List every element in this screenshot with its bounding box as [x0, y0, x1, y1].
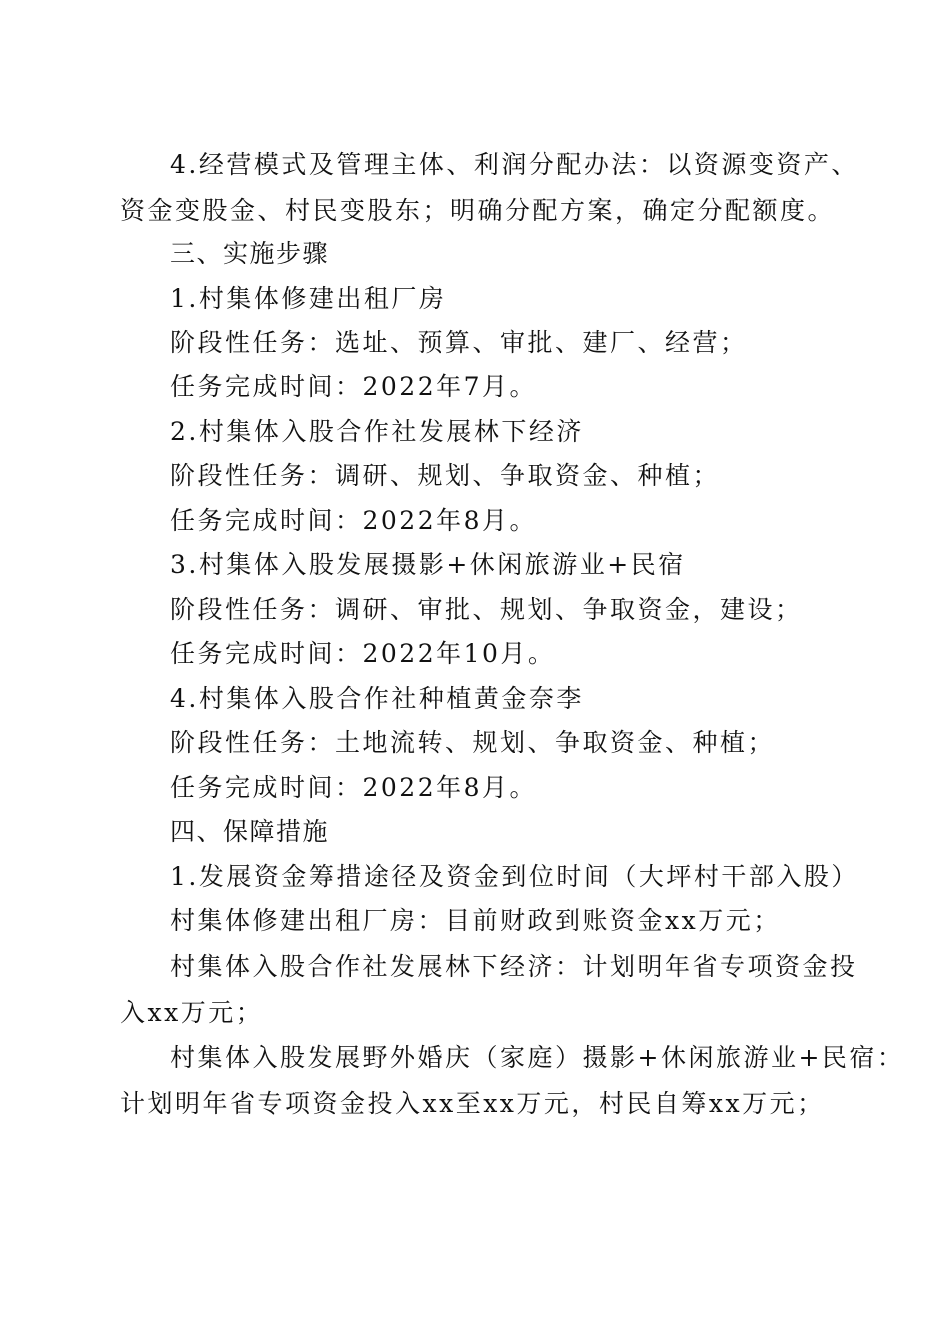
- paragraph-line: 村集体修建出租厂房：目前财政到账资金xx万元；: [170, 906, 781, 935]
- paragraph-line: 计划明年省专项资金投入xx至xx万元，村民自筹xx万元；: [120, 1089, 825, 1118]
- section-heading: 三、实施步骤: [170, 239, 330, 268]
- paragraph-line: 任务完成时间：2022年7月。: [170, 372, 538, 401]
- paragraph-line: 资金变股金、村民变股东；明确分配方案，确定分配额度。: [120, 196, 836, 225]
- paragraph-line: 阶段性任务：选址、预算、审批、建厂、经营；: [170, 328, 748, 357]
- paragraph-line: 3.村集体入股发展摄影+休闲旅游业+民宿: [170, 550, 686, 579]
- paragraph-line: 1.发展资金筹措途径及资金到位时间（大坪村干部入股）: [170, 862, 859, 891]
- paragraph-line: 2.村集体入股合作社发展林下经济: [170, 417, 584, 446]
- paragraph-line: 任务完成时间：2022年10月。: [170, 639, 556, 668]
- paragraph-line: 村集体入股发展野外婚庆（家庭）摄影+休闲旅游业+民宿：: [170, 1043, 905, 1072]
- paragraph-line: 阶段性任务：调研、规划、争取资金、种植；: [170, 461, 721, 490]
- paragraph-line: 入xx万元；: [120, 998, 264, 1027]
- paragraph-line: 任务完成时间：2022年8月。: [170, 506, 538, 535]
- paragraph-line: 阶段性任务：土地流转、规划、争取资金、种植；: [170, 728, 776, 757]
- paragraph-line: 阶段性任务：调研、审批、规划、争取资金，建设；: [170, 595, 803, 624]
- paragraph-line: 村集体入股合作社发展林下经济：计划明年省专项资金投: [170, 952, 858, 981]
- paragraph-line: 4.经营模式及管理主体、利润分配办法：以资源变资产、: [170, 150, 859, 179]
- paragraph-line: 任务完成时间：2022年8月。: [170, 773, 538, 802]
- section-heading: 四、保障措施: [170, 817, 330, 846]
- paragraph-line: 1.村集体修建出租厂房: [170, 284, 447, 313]
- paragraph-line: 4.村集体入股合作社种植黄金奈李: [170, 684, 584, 713]
